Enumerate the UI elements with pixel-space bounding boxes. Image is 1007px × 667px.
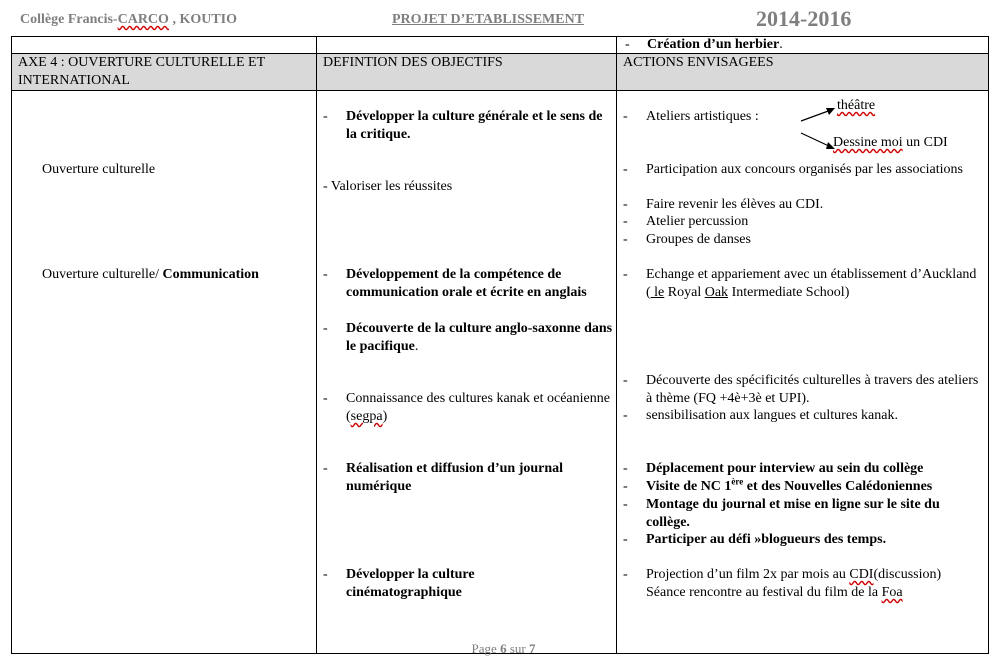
axis-cell (12, 91, 317, 654)
project-years: 2014-2016 (756, 6, 852, 31)
content-row (12, 91, 989, 654)
objective-item: - Connaissance des cultures kanak et océanienne (segpa) (323, 391, 610, 424)
objective-item: - Réalisation et diffusion d’un journal numérique (323, 461, 564, 494)
action-item: - Atelier percussion (623, 214, 749, 229)
school-name: Collège Francis-CARCO , KOUTIO (20, 12, 238, 27)
label-culture: Ouverture culturelle (42, 162, 156, 177)
action-item: - sensibilisation aux langues et cultures kanak. (623, 408, 898, 423)
objective-item: - Développer la culture générale et le sens de la critique. (323, 109, 603, 142)
cell-empty (317, 37, 617, 54)
objective-item: - Valoriser les réussites (323, 179, 453, 194)
axis-table (11, 36, 989, 654)
objectives-cell (317, 91, 617, 654)
action-item: - Déplacement pour interview au sein du collège (623, 461, 924, 476)
actions-cell (617, 91, 989, 654)
action-item: - Participation aux concours organisés par les associations (623, 162, 963, 177)
axis-header: AXE 4 : OUVERTURE CULTURELLE ET INTERNATIONAL (12, 54, 317, 91)
action-item: - Projection d’un film 2x par mois au CDI(discussion) Séance rencontre au festival du film de la Foa (623, 567, 942, 600)
objective-item: - Développement de la compétence de communication orale et écrite en anglais (323, 267, 587, 300)
action-item: - Visite de NC 1ère et des Nouvelles Calédoniennes (623, 476, 933, 494)
action-item: - Echange et appariement avec un établissement d’Auckland ( le Royal Oak Intermediate School) (623, 267, 977, 300)
objective-item: - Découverte de la culture anglo-saxonne dans le pacifique. (323, 321, 613, 354)
label-communication: Ouverture culturelle/ Communication (42, 267, 259, 282)
continued-action-cell: - Création d’un herbier. (617, 37, 989, 54)
continued-row (12, 37, 989, 54)
header-row (12, 54, 989, 91)
theatre-option: théâtre (837, 98, 876, 113)
action-item: - Groupes de danses (623, 232, 751, 247)
project-title: PROJET D’ETABLISSEMENT (392, 12, 585, 27)
actions-header: ACTIONS ENVISAGEES (617, 54, 989, 91)
cdi-option: Dessine moi un CDI (833, 135, 948, 150)
cell-empty (12, 37, 317, 54)
action-item: - Participer au défi »blogueurs des temps. (623, 532, 887, 547)
action-item: - Ateliers artistiques : (623, 109, 759, 124)
action-item: - Découverte des spécificités culturelles à travers des ateliers à thème (FQ +4è+3è et UPI). (623, 373, 979, 406)
objectives-header: DEFINTION DES OBJECTIFS (317, 54, 617, 91)
page-number: Page 6 sur 7 (471, 641, 536, 656)
objective-item: - Développer la culture cinématographique (323, 567, 475, 600)
action-item: - Faire revenir les élèves au CDI. (623, 197, 824, 212)
action-item: - Montage du journal et mise en ligne sur le site du collège. (623, 497, 940, 530)
